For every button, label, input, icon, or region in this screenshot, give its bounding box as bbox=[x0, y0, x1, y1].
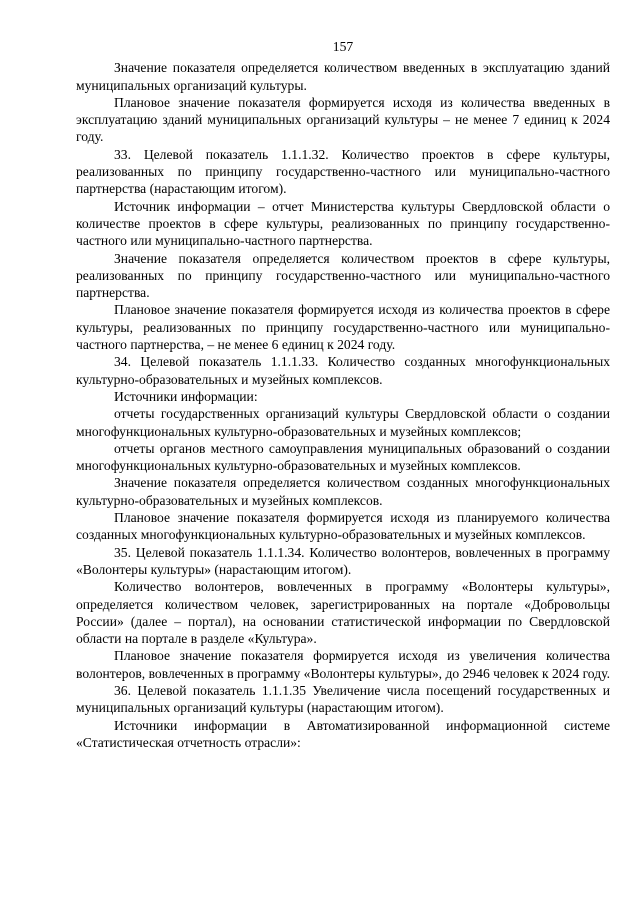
paragraph: Плановое значение показателя формируется исходя из количества проектов в сфере культуры, реализованных по принципу государственно-частного или муниципально-частного партнерства, – не менее 6 единиц к 2024 году. bbox=[76, 302, 610, 353]
paragraph: Источники информации: bbox=[114, 388, 258, 404]
paragraph: Значение показателя определяется количеством созданных многофункциональных культурно-образовательных и музейных комплексов. bbox=[76, 475, 610, 508]
paragraph: Плановое значение показателя формируется исходя из планируемого количества созданных многофункциональных культурно-образовательных и музейных комплексов. bbox=[76, 510, 610, 543]
paragraph: Плановое значение показателя формируется исходя из увеличения количества волонтеров, вовлеченных в программу «Волонтеры культуры», до 2946 человек к 2024 году. bbox=[76, 648, 610, 681]
paragraph: отчеты государственных организаций культуры Свердловской области о создании многофункциональных культурно-образовательных и музейных комплексов; bbox=[76, 406, 610, 439]
paragraph: Источники информации в Автоматизированной информационной системе «Статистическая отчетность отрасли»: bbox=[76, 717, 610, 750]
paragraph: 35. Целевой показатель 1.1.1.34. Количество волонтеров, вовлеченных в программу «Волонтеры культуры» (нарастающим итогом). bbox=[76, 544, 610, 577]
paragraph: 36. Целевой показатель 1.1.1.35 Увеличение числа посещений государственных и муниципальных организаций культуры (нарастающим итогом). bbox=[76, 682, 610, 716]
paragraph: Значение показателя определяется количеством проектов в сфере культуры, реализованных по принципу государственно-частного или муниципально-частного партнерства. bbox=[76, 250, 610, 301]
paragraph: 33. Целевой показатель 1.1.1.32. Количество проектов в сфере культуры, реализованных по принципу государственно-частного или муниципально-частного партнерства (нарастающим итогом). bbox=[76, 146, 610, 197]
paragraph: 34. Целевой показатель 1.1.1.33. Количество созданных многофункциональных культурно-образовательных и музейных комплексов. bbox=[76, 354, 610, 387]
paragraph: отчеты органов местного самоуправления муниципальных образований о создании многофункциональных культурно-образовательных и музейных комплексов. bbox=[76, 440, 610, 474]
paragraph: Источник информации – отчет Министерства культуры Свердловской области о количестве проектов в сфере культуры, реализованных по принципу государственно-частного или муниципально-частного партнерства. bbox=[76, 198, 610, 249]
paragraph: Количество волонтеров, вовлеченных в программу «Волонтеры культуры», определяется количеством человек, зарегистрированных на портале «Добровольцы России» (далее – портал), на основании статистической информации по Свердловской области на портале в разделе «Культура». bbox=[76, 579, 610, 647]
paragraph: Плановое значение показателя формируется исходя из количества введенных в эксплуатацию зданий муниципальных организаций культуры – не менее 7 единиц к 2024 году. bbox=[76, 94, 610, 145]
page-number: 157 bbox=[332, 39, 354, 54]
paragraph: Значение показателя определяется количеством введенных в эксплуатацию зданий муниципальных организаций культуры. bbox=[76, 60, 610, 93]
